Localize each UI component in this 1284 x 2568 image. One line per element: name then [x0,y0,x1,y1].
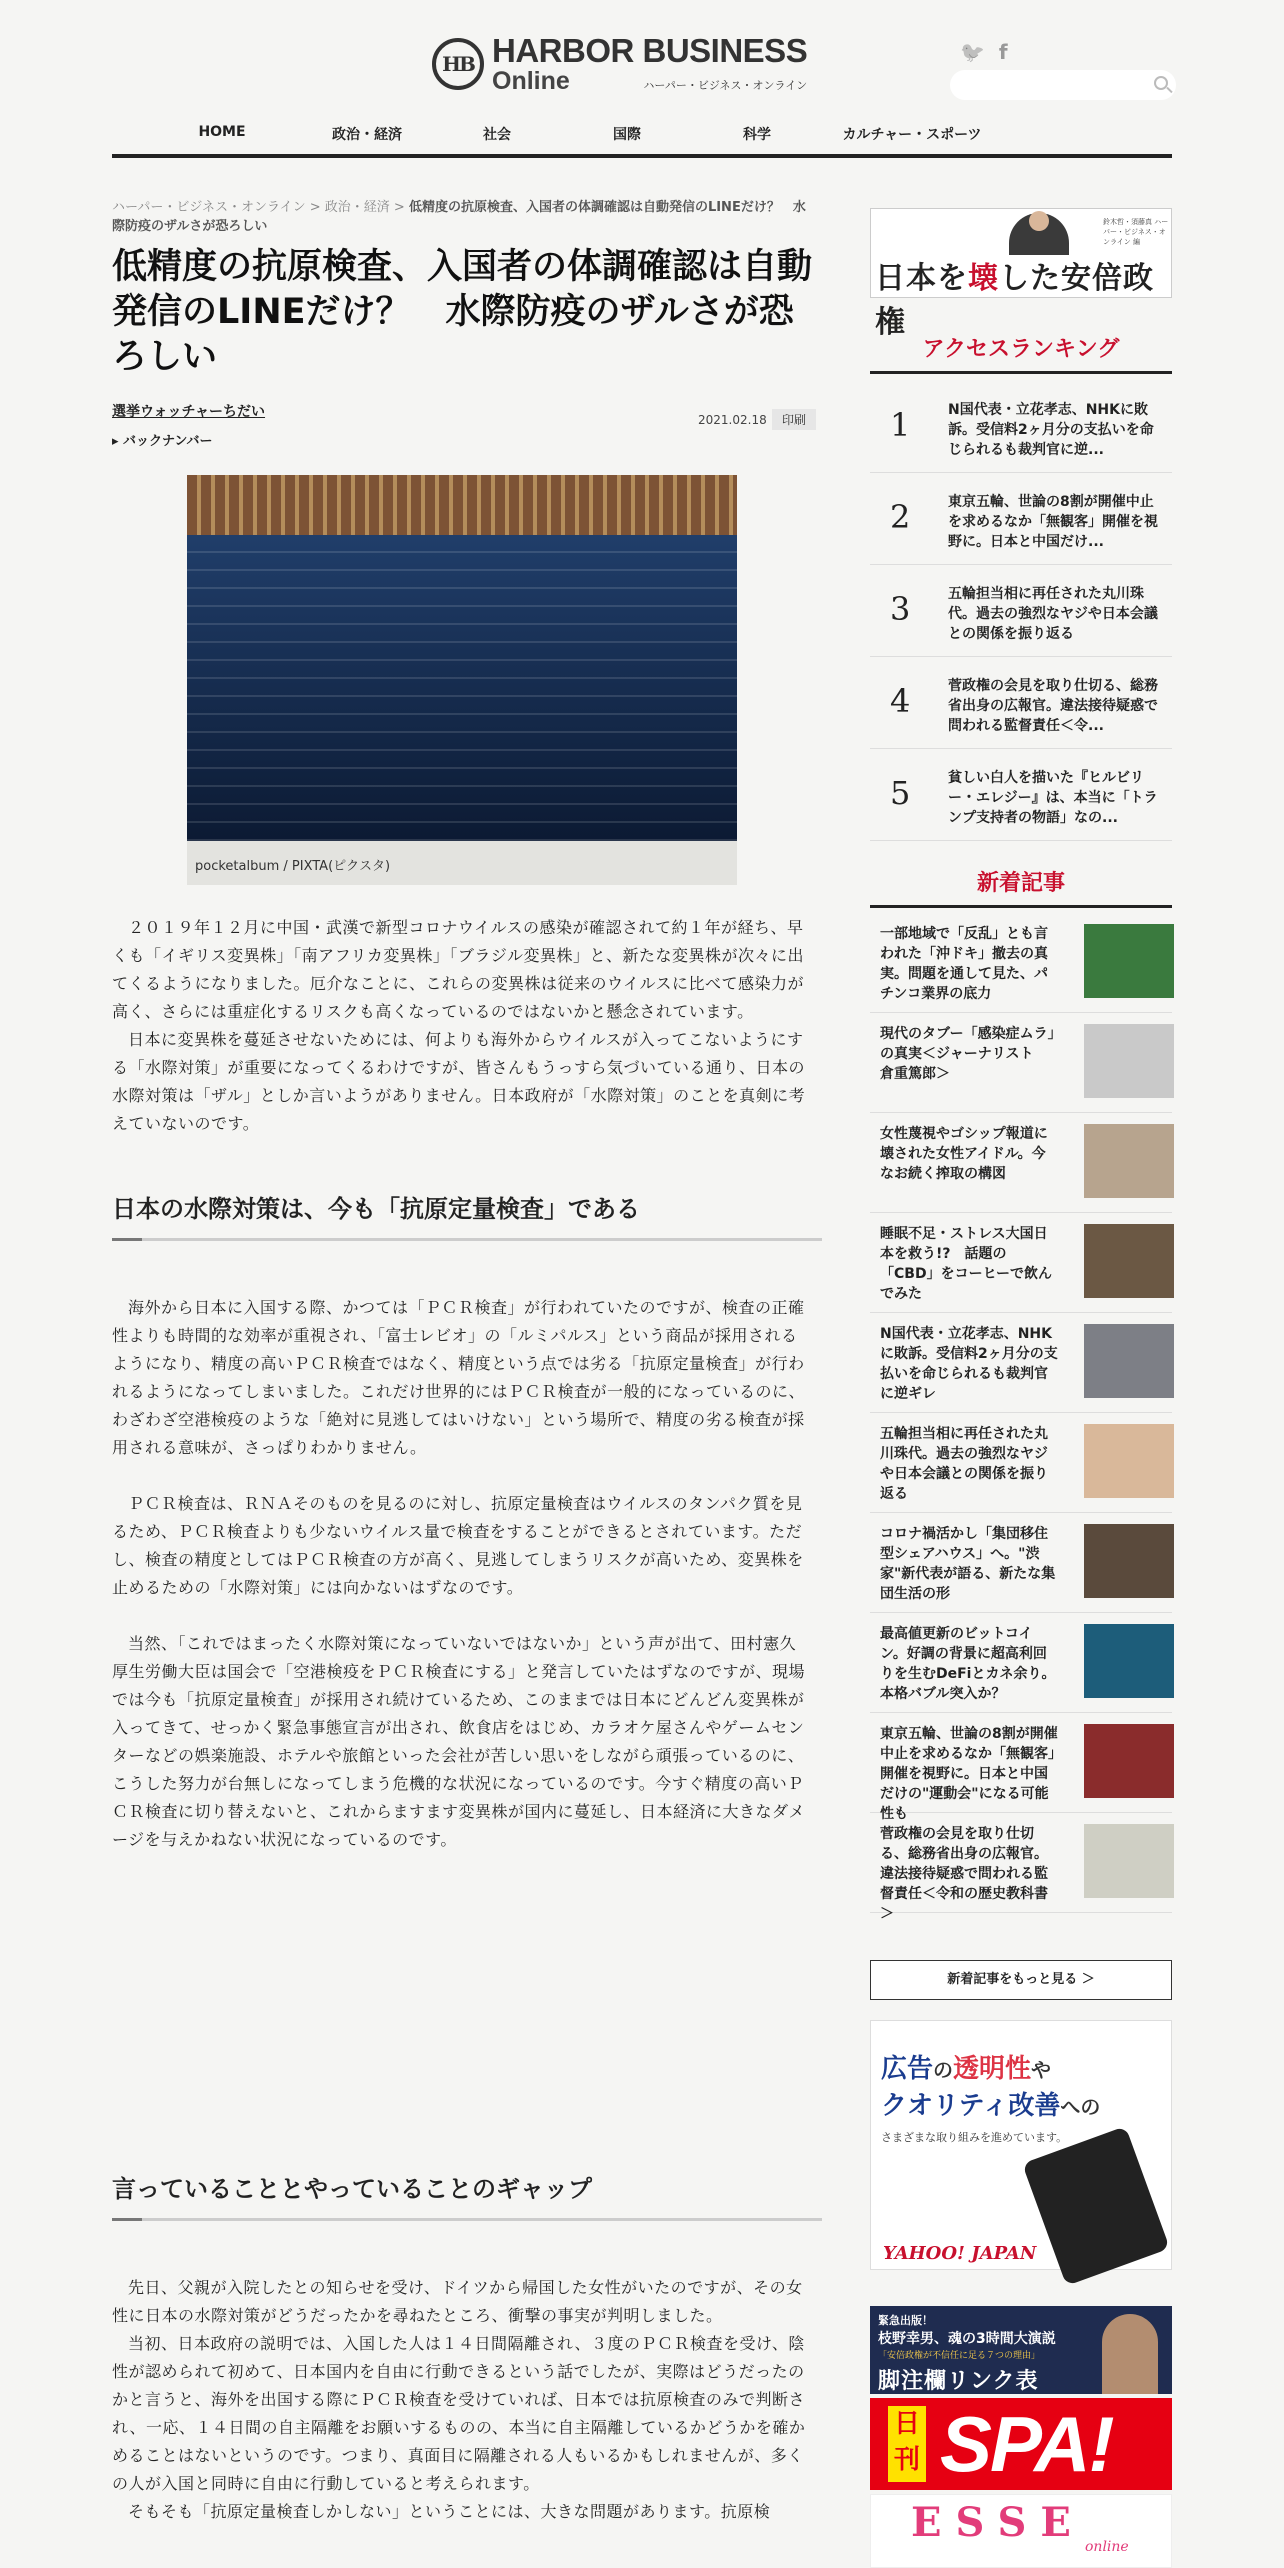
new-article-thumbnail [1084,1424,1174,1498]
spa-logo: SPA! [940,2400,1113,2488]
breadcrumb-home[interactable]: ハーパー・ビジネス・オンライン [112,200,306,215]
portrait-image [1102,2314,1158,2394]
ad-book-main: 脚注欄リンク表 [878,2369,1039,2394]
search-input[interactable] [950,70,1176,100]
new-article-title: コロナ禍活かし「集団移住型シェアハウス」へ。"渋家"新代表が語る、新たな集団生活の形 [880,1526,1056,1602]
ranking-item[interactable] [870,748,1172,841]
section-heading: 日本の水際対策は、今も「抗原定量検査」である [112,1194,822,1241]
rank-number: 1 [890,406,911,444]
rank-title: 菅政権の会見を取り仕切る、総務省出身の広報官。違法接待疑惑で問われる監督責任＜令... [948,678,1158,734]
new-article-thumbnail [1084,1724,1174,1798]
ad-book-tag: 緊急出版！ [878,2314,933,2327]
book-banner-abe[interactable] [870,208,1172,340]
nav-item-science[interactable]: 科学 [743,127,771,143]
more-articles-button[interactable]: 新着記事をもっと見る ＞ [870,1960,1172,2000]
author-link[interactable]: 選挙ウォッチャーちだい [112,404,266,420]
new-article-item[interactable] [870,1014,1172,1113]
new-article-item[interactable] [870,1114,1172,1213]
logo-main: HARBOR BUSINESS [492,32,808,69]
paragraph: 日本に変異株を蔓延させないためには、何よりも海外からウイルスが入ってこないようにする「水際対策」が重要になってくるわけですが、皆さんもうっすら気づいている通り、日本の水際対策は「ザル」としか言いようがありません。日本政府が「水際対策」のことを真剣に考えていないのです。 [112,1030,806,1133]
new-article-thumbnail [1084,924,1174,998]
new-article-title: 菅政権の会見を取り仕切る、総務省出身の広報官。違法接待疑惑で問われる監督責任＜令和の歴史教科書＞ [880,1826,1048,1922]
new-article-item[interactable] [870,1414,1172,1513]
article-body-4 [112,1630,812,1854]
article-body-2 [112,1294,812,1462]
breadcrumb-sep: > [305,200,325,215]
new-article-title: N国代表・立花孝志、NHKに敗訴。受信料2ヶ月分の支払いを命じられるも裁判官に逆ギレ [880,1326,1058,1402]
site-logo[interactable] [432,34,807,94]
publish-date: 2021.02.18 [698,413,767,427]
new-article-title: 現代のタブー「感染症ムラ」の真実＜ジャーナリスト 倉重篤郎＞ [880,1026,1055,1082]
search-icon[interactable] [1154,76,1168,90]
logo-mark-icon: HB [432,38,484,90]
nav-item-international[interactable]: 国際 [613,127,641,143]
new-article-thumbnail [1084,1524,1174,1598]
rank-title: 東京五輪、世論の8割が開催中止を求めるなか「無観客」開催を視野に。日本と中国だけ... [948,494,1158,550]
breadcrumb [112,198,812,236]
nav-item-home[interactable]: HOME [198,124,246,140]
twitter-icon[interactable]: 🐦 [960,40,985,64]
abe-banner-small: 鈴木哲・須藤真 ハーパー・ビジネス・オンライン 編 [1103,218,1169,246]
new-article-title: 東京五輪、世論の8割が開催中止を求めるなか「無観客」開催を視野に。日本と中国だけの"運動会"になる可能性も [880,1726,1058,1822]
ad-yahoo-headline: 広告の透明性や クオリティ改善への [881,2054,1101,2121]
backnumber-link[interactable]: ▸ バックナンバー [112,434,213,449]
yahoo-logo: YAHOO! JAPAN [883,2243,1037,2264]
photo-caption: pocketalbum / PIXTA(ピクスタ) [187,841,737,885]
new-article-thumbnail [1084,1324,1174,1398]
spa-nikkan: 日刊 [888,2406,926,2482]
rank-number: 3 [890,590,911,628]
new-article-thumbnail [1084,1824,1174,1898]
facebook-icon[interactable]: f [998,40,1008,64]
ranking-item[interactable] [870,380,1172,473]
nav-item-politics[interactable]: 政治・経済 [332,127,402,143]
rank-number: 2 [890,498,911,536]
breadcrumb-sep: > [389,200,409,215]
article-body-5 [112,2274,812,2568]
new-articles-heading: 新着記事 [870,866,1172,908]
new-article-title: 五輪担当相に再任された丸川珠代。過去の強烈なヤジや日本会議との関係を振り返る [880,1426,1048,1502]
paragraph: 当初、日本政府の説明では、入国した人は１４日間隔離され、３度のＰＣＲ検査を受け、陰性が認められて初めて、日本国内を自由に行動できるという話でしたが、実際はどうだったのかと言うと、海外を出国する際にＰＣＲ検査を受けていれば、日本では抗原検査のみで判断され、一応、１４日間の自主隔離をお願いするものの、本当に自主隔離しているかどうかを確かめることはないというのです。つまり、真面目に隔離される人もいるかもしれませんが、多くの人が入国と同時に自由に行動していると考えられます。 [112,2334,806,2493]
article-photo [187,475,737,841]
article-body-3 [112,1490,812,1602]
rank-number: 5 [890,774,911,812]
ad-spa-banner[interactable] [870,2398,1172,2490]
new-article-title: 女性蔑視やゴシップ報道に壊された女性アイドル。今なお続く搾取の構図 [880,1126,1048,1182]
esse-logo: ESSE [911,2499,1085,2546]
breadcrumb-current: 低精度の抗原検査、入国者の体調確認は自動発信のLINEだけ？ 水際防疫のザルさが恐ろしい [112,200,806,234]
abe-head [1029,211,1049,231]
article-body-1 [112,914,812,1138]
new-article-title: 睡眠不足・ストレス大国日本を救う!? 話題の「CBD」をコーヒーで飲んでみた [880,1226,1053,1302]
print-button[interactable]: 印刷 [772,409,816,430]
ad-book-title: 枝野幸男、魂の3時間大演説 [878,2331,1056,2347]
ranking-item[interactable] [870,564,1172,657]
rank-title: 貧しい白人を描いた『ヒルビリー・エレジー』は、本当に「トランプ支持者の物語」なの... [948,770,1158,826]
new-article-thumbnail [1084,1224,1174,1298]
ranking-item[interactable] [870,472,1172,565]
social-links [960,40,1008,64]
ad-esse-banner[interactable] [870,2494,1172,2568]
new-article-title: 一部地域で「反乱」とも言われた「沖ドキ」撤去の真実。問題を通して見た、パチンコ業界の底力 [880,926,1048,1002]
new-article-item[interactable] [870,1214,1172,1313]
logo-sub-row [492,68,807,94]
paragraph: 当然、「これではまったく水際対策になっていないではないか」という声が出て、田村憲久厚生労働大臣は国会で「空港検疫をＰＣＲ検査にする」と発言していたはずなのですが、現場では今も「抗原定量検査」が採用され続けているため、このままでは日本にどんどん変異株が入ってきて、せっかく緊急事態宣言が出され、飲食店をはじめ、カラオケ屋さんやゲームセンターなどの娯楽施設、ホテルや旅館といった会社が苦しい思いをしながら頑張っているのに、こうした努力が台無しになってしまう危機的な状況になっているのです。今すぐ精度の高いＰＣＲ検査に切り替えないと、これからますます変異株が国内に蔓延し、日本経済に大きなダメージを与えかねない状況になっているのです。 [112,1634,806,1849]
logo-kana: ハーパー・ビジネス・オンライン [643,79,808,92]
logo-online: Online [492,67,570,95]
logo-text [492,34,807,94]
paragraph: ２０１９年１２月に中国・武漢で新型コロナウイルスの感染が確認されて約１年が経ち、早くも「イギリス変異株」「南アフリカ変異株」「ブラジル変異株」と、新たな変異株が次々に出てくるようになりました。厄介なことに、これらの変異株は従来のウイルスに比べて感染力が高く、さらには重症化するリスクも高くなっているのではないかと懸念されています。 [112,918,805,1021]
ad-yahoo-banner[interactable] [870,2020,1172,2270]
paragraph: ＰＣＲ検査は、ＲＮＡそのものを見るのに対し、抗原定量検査はウイルスのタンパク質を見るため、ＰＣＲ検査よりも少ないウイルス量で検査をすることができるとされています。ただし、検査の精度としてはＰＣＲ検査の方が高く、見逃してしまうリスクが高いため、変異株を止めるための「水際対策」には向かないはずなのです。 [112,1494,804,1597]
new-article-item[interactable] [870,1714,1172,1822]
rank-title: N国代表・立花孝志、NHKに敗訴。受信料2ヶ月分の支払いを命じられるも裁判官に逆... [948,402,1154,458]
new-article-thumbnail [1084,1024,1174,1098]
new-article-thumbnail [1084,1624,1174,1698]
ranking-heading: アクセスランキング [870,332,1172,374]
new-article-item[interactable] [870,1614,1172,1713]
new-article-thumbnail [1084,1124,1174,1198]
esse-online: online [1085,2539,1129,2555]
new-article-item[interactable] [870,1814,1172,1922]
smartphone-icon [1022,2126,1170,2286]
abe-banner-text: 日本を壊した安倍政権 [875,261,1154,340]
main-nav [112,124,1172,158]
section-heading: 言っていることとやっていることのギャップ [112,2174,822,2221]
rank-title: 五輪担当相に再任された丸川珠代。過去の強烈なヤジや日本会議との関係を振り返る [948,586,1158,642]
rank-number: 4 [890,682,911,720]
nav-item-society[interactable]: 社会 [483,127,511,143]
new-article-item[interactable] [870,1514,1172,1613]
photo-board-rows [187,535,737,841]
paragraph: そもそも「抗原定量検査しかしない」ということには、大きな問題があります。抗原検 [128,2502,771,2521]
ad-book-banner[interactable] [870,2306,1172,2394]
ad-yahoo-subtext: さまざまな取り組みを進めています。 [881,2131,1068,2144]
breadcrumb-category[interactable]: 政治・経済 [324,200,390,215]
article-title: 低精度の抗原検査、入国者の体調確認は自動発信のLINEだけ？ 水際防疫のザルさが恐ろしい [112,247,813,377]
new-article-item[interactable] [870,1314,1172,1413]
new-article-title: 最高値更新のビットコイン。好調の背景に超高利回りを生むDeFiとカネ余り。本格バブル突入か？ [880,1626,1056,1702]
new-article-item[interactable] [870,914,1172,1013]
ranking-item[interactable] [870,656,1172,749]
paragraph: 海外から日本に入国する際、かつては「ＰＣＲ検査」が行われていたのですが、検査の正確性よりも時間的な効率が重視され、「富士レビオ」の「ルミパルス」という商品が採用されるようになり、精度の高いＰＣＲ検査ではなく、精度という点では劣る「抗原定量検査」が行われるようになってしまいました。これだけ世界的にはＰＣＲ検査が一般的になっているのに、わざわざ空港検疫のような「絶対に見逃してはいけない」という場所で、精度の劣る検査が採用される意味が、さっぱりわかりません。 [112,1298,806,1457]
paragraph: 先日、父親が入院したとの知らせを受け、ドイツから帰国した女性がいたのですが、その女性に日本の水際対策がどうだったかを尋ねたところ、衝撃の事実が判明しました。 [112,2278,803,2325]
ad-book-sub: 「安倍政権が不信任に足る７つの理由」 [878,2351,1041,2361]
nav-item-culture[interactable]: カルチャー・スポーツ [842,127,982,143]
